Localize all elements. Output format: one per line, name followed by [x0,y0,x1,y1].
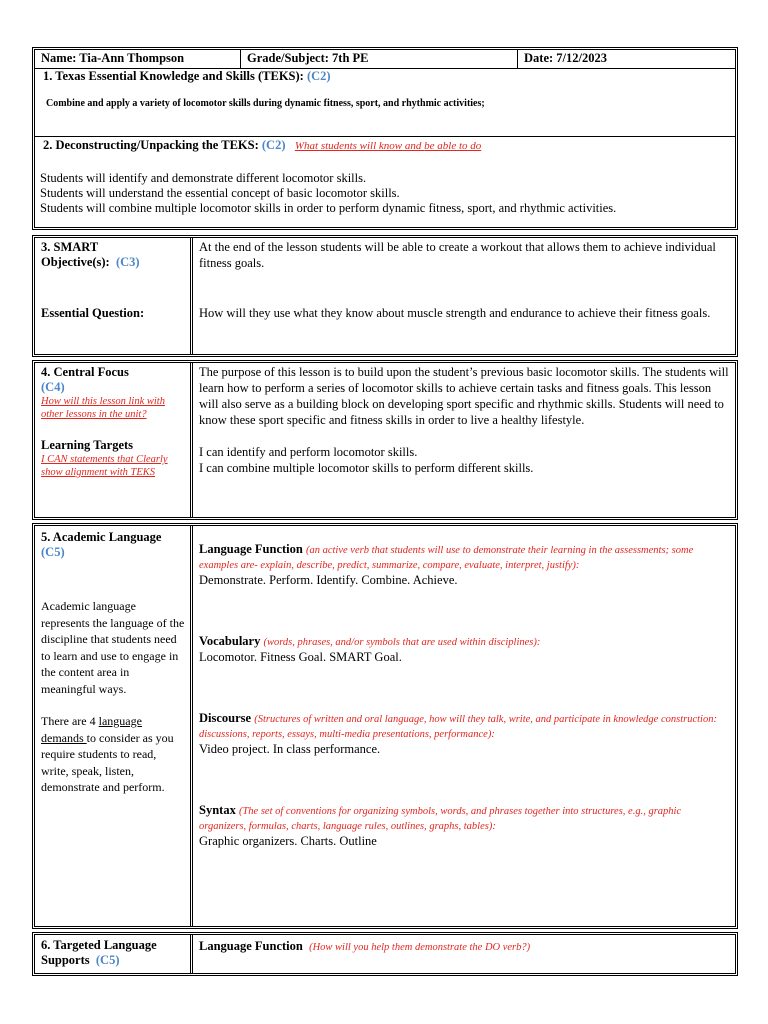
syntax-heading [199,803,729,833]
smart-label-cell [35,238,193,354]
essential-question-text: How will they use what they know about muscle strength and endurance to achieve their fitness goals. [199,306,711,320]
section-divider [35,136,735,137]
lesson-date: Date: 7/12/2023 [517,50,735,68]
vocabulary-note: (words, phrases, and/or symbols that are used within disciplines): [263,637,541,648]
discourse-heading [199,711,729,741]
central-focus-note: How will this lesson link with other lessons in the unit? [41,396,165,420]
supports-heading [199,938,729,954]
syntax-label: Syntax [199,803,236,817]
academic-language-desc: Academic language represents the language of the discipline that students need to learn and use to engage in the content area in meaningful ways. [41,599,185,696]
deconstruct-heading [35,138,735,154]
syntax-note: (The set of conventions for organizing symbols, words, and phrases together into structures, e.g., graphic organizers, formulas, charts, language rules, outlines, graphs, tables): [199,806,682,832]
vocabulary-heading [199,634,729,649]
supports-content-cell [193,935,735,973]
smart-label-2 [41,255,186,270]
central-focus-block [32,360,738,520]
demands-underlined: language demands [41,714,142,745]
supports-function-note: (How will you help them demonstrate the DO verb?) [309,942,531,953]
teks-heading [35,69,735,84]
teacher-name: Name: Tia-Ann Thompson [41,51,185,65]
lesson-plan-document [32,47,738,979]
supports-label-text: 6. Targeted Language Supports [41,938,157,967]
deconstruct-note [295,140,481,152]
supports-function-label: Language Function [199,939,303,953]
smart-objective-text: At the end of the lesson students will be able to create a workout that allows them to achieve individual fitness goals. [199,240,716,270]
demands-post: to consider as you require students to read, write, speak, listen, demonstrate and perform. [41,730,174,794]
academic-language-label: 5. Academic Language [41,530,162,544]
deconstruct-line: Students will combine multiple locomotor skills in order to perform dynamic fitness, sport, and rhythmic activities. [40,201,617,215]
teks-tag: (C2) [306,69,331,83]
discourse-note: (Structures of written and oral language, how will they talk, write, and participate in knowledge construction: discussions, reports, essays, multi-media presentations, performance): [199,714,717,740]
academic-language-tag: (C5) [41,545,65,559]
language-function-note: (an active verb that students will use to demonstrate their learning in the assessments; some examples are- explain, describe, predict, summarize, compare, evaluate, interpret, justify): [199,545,694,571]
note-mid: and [402,140,425,152]
language-function-text: Demonstrate. Perform. Identify. Combine. Achieve. [199,573,458,587]
header-row [35,50,735,69]
learning-target-line: I can identify and perform locomotor skills. [199,445,418,459]
supports-label [41,938,186,968]
language-supports-block [32,932,738,976]
smart-tag: (C3) [115,255,140,269]
deconstruct-tag: (C2) [261,138,286,152]
vocabulary-label: Vocabulary [199,634,261,648]
academic-label-cell [35,526,193,926]
language-function-heading [199,542,729,572]
language-demands [41,713,186,796]
learning-targets-label: Learning Targets [41,438,134,452]
deconstruct-line: Students will understand the essential concept of basic locomotor skills. [40,186,400,200]
syntax-text: Graphic organizers. Charts. Outline [199,834,377,848]
teks-block [32,47,738,230]
academic-content-cell [193,526,735,926]
deconstruct-line: Students will identify and demonstrate different locomotor skills. [40,171,367,185]
demands-pre: There are 4 [41,714,99,728]
discourse-label: Discourse [199,711,252,725]
vocabulary-text: Locomotor. Fitness Goal. SMART Goal. [199,650,402,664]
discourse-text: Video project. In class performance. [199,742,381,756]
central-content-cell [193,363,735,517]
teks-statement: Combine and apply a variety of locomotor skills during dynamic fitness, sport, and rhythmic activities; [46,98,485,109]
language-function-label: Language Function [199,542,303,556]
grade-subject: Grade/Subject: 7th PE [240,50,517,68]
learning-targets-note: I CAN statements that Clearly show alignment with TEKS [41,454,168,478]
smart-content-cell [193,238,735,354]
smart-block [32,235,738,357]
teks-title: 1. Texas Essential Knowledge and Skills (TEKS): [43,69,304,83]
academic-language-block [32,523,738,929]
deconstruct-title: 2. Deconstructing/Unpacking the TEKS: [43,138,259,152]
smart-label-text: Objective(s): [41,255,110,269]
central-focus-label: 4. Central Focus [41,365,129,379]
central-focus-tag: (C4) [41,380,65,394]
note-know: know [378,140,403,152]
central-label-cell [35,363,193,517]
essential-question-label: Essential Question: [41,306,145,320]
learning-target-line: I can combine multiple locomotor skills to perform different skills. [199,461,534,475]
deconstruct-lines [35,171,735,216]
note-able: be able to do [424,140,482,152]
smart-label: 3. SMART [41,240,99,254]
central-focus-text: The purpose of this lesson is to build upon the student’s previous basic locomotor skills. The students will learn how to perform a series of locomotor skills to achieve certain tasks and fitness goals. This lesson will also serve as a building block on developing sport specific and rhythmic skills. Students will need to know these sport specific and fitness skills in order to live a healthy lifestyle. [199,365,729,427]
supports-label-cell [35,935,193,973]
supports-tag: (C5) [95,953,120,967]
note-prefix: What students will [294,140,379,152]
